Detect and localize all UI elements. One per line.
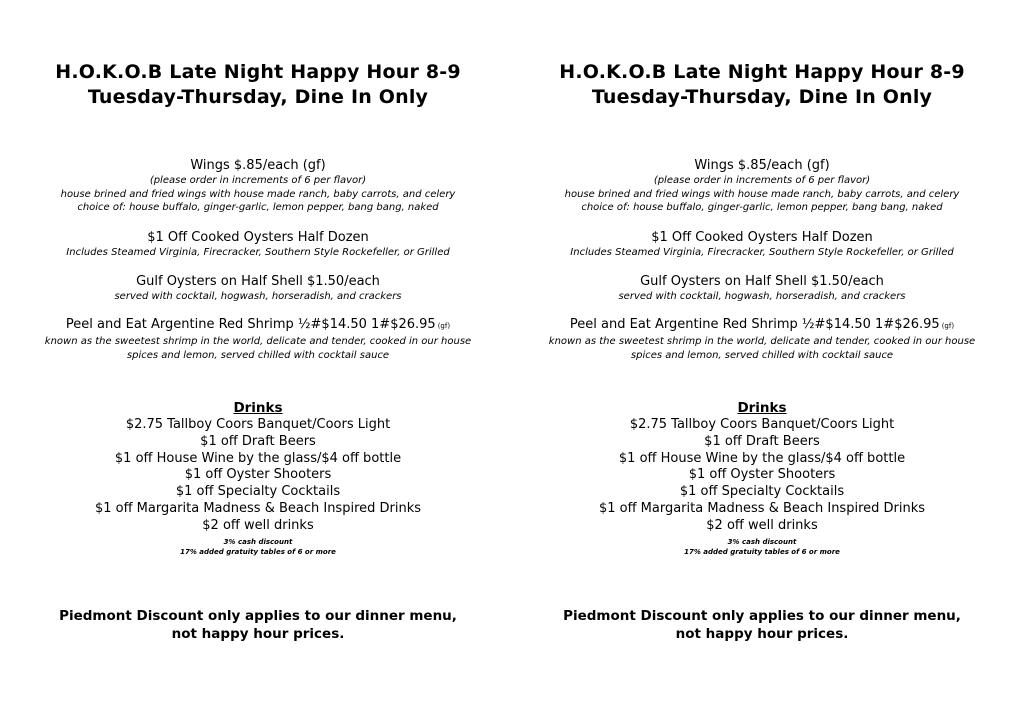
drink-special: $1 off House Wine by the glass/$4 off bottle [618,450,906,466]
discount-disclaimer [537,607,987,643]
drink-special: $2 off well drinks [202,517,314,533]
discount-disclaimer [33,607,483,643]
item-name: Wings $.85/each (gf) [694,158,830,173]
item-description-cont: spices and lemon, served chilled with cocktail sauce [126,349,390,361]
drinks-heading: Drinks [233,400,283,416]
menu-item-gulf-oysters [537,273,987,304]
item-name: Gulf Oysters on Half Shell $1.50/each [136,274,380,289]
menu-title-line-2: Tuesday-Thursday, Dine In Only [591,86,933,108]
drink-special: $1 off Specialty Cocktails [175,484,341,500]
item-name: Peel and Eat Argentine Red Shrimp ½#$14.50 1#$26.95 [65,317,436,332]
drinks-section [537,400,987,557]
gratuity-note: 17% added gratuity tables of 6 or more [684,547,840,556]
disclaimer-line-2: not happy hour prices. [171,626,345,642]
item-name: Peel and Eat Argentine Red Shrimp ½#$14.50 1#$26.95 [569,317,940,332]
gluten-free-tag: (gf) [437,322,451,330]
disclaimer-line-2: not happy hour prices. [675,626,849,642]
item-note: (please order in increments of 6 per flavor) [653,175,871,186]
menu-item-red-shrimp [537,316,987,362]
menu-item-cooked-oysters [537,229,987,260]
menu-item-red-shrimp [33,316,483,362]
drink-special: $1 off Oyster Shooters [184,467,332,483]
menu-item-wings [537,157,987,215]
drink-special: $1 off Specialty Cocktails [679,484,845,500]
item-name: Gulf Oysters on Half Shell $1.50/each [640,274,884,289]
menu-title-line-2: Tuesday-Thursday, Dine In Only [87,86,429,108]
drink-special: $1 off Oyster Shooters [688,467,836,483]
drink-special: $1 off House Wine by the glass/$4 off bottle [114,450,402,466]
drinks-section [33,400,483,557]
drinks-heading: Drinks [737,400,787,416]
menu-item-gulf-oysters [33,273,483,304]
item-note: (please order in increments of 6 per flavor) [149,175,367,186]
cash-discount-note: 3% cash discount [727,537,797,546]
drink-special: $1 off Margarita Madness & Beach Inspired Drinks [94,500,422,516]
item-description: served with cocktail, hogwash, horseradish, and crackers [618,291,906,302]
menu-title [33,60,483,110]
item-description: served with cocktail, hogwash, horseradish, and crackers [114,291,402,302]
item-description-cont: spices and lemon, served chilled with cocktail sauce [630,349,894,361]
item-name: $1 Off Cooked Oysters Half Dozen [147,230,369,245]
item-name: $1 Off Cooked Oysters Half Dozen [651,230,873,245]
menu-item-cooked-oysters [33,229,483,260]
drink-special: $2.75 Tallboy Coors Banquet/Coors Light [125,417,391,432]
drink-special: $1 off Draft Beers [704,433,820,449]
item-description: house brined and fried wings with house made ranch, baby carrots, and celery [564,188,960,200]
item-description: Includes Steamed Virginia, Firecracker, Southern Style Rockefeller, or Grilled [570,247,954,258]
item-description: known as the sweetest shrimp in the world, delicate and tender, cooked in our house [548,336,976,347]
menu-title [537,60,987,110]
gluten-free-tag: (gf) [941,322,955,330]
drink-special: $1 off Margarita Madness & Beach Inspired Drinks [598,500,926,516]
drink-special: $2.75 Tallboy Coors Banquet/Coors Light [629,417,895,432]
disclaimer-line-1: Piedmont Discount only applies to our dinner menu, [563,608,961,624]
cash-discount-note: 3% cash discount [223,537,293,546]
item-description: known as the sweetest shrimp in the world, delicate and tender, cooked in our house [44,336,472,347]
disclaimer-line-1: Piedmont Discount only applies to our dinner menu, [59,608,457,624]
drink-special: $1 off Draft Beers [200,433,316,449]
menu-title-line-1: H.O.K.O.B Late Night Happy Hour 8-9 [559,61,965,83]
item-name-row [33,316,483,335]
gratuity-note: 17% added gratuity tables of 6 or more [180,547,336,556]
item-description: Includes Steamed Virginia, Firecracker, Southern Style Rockefeller, or Grilled [66,247,450,258]
item-name: Wings $.85/each (gf) [190,158,326,173]
item-choices: choice of: house buffalo, ginger-garlic, lemon pepper, bang bang, naked [77,202,439,213]
drink-special: $2 off well drinks [706,517,818,533]
item-choices: choice of: house buffalo, ginger-garlic, lemon pepper, bang bang, naked [581,202,943,213]
item-name-row [537,316,987,335]
menu-item-wings [33,157,483,215]
item-description: house brined and fried wings with house made ranch, baby carrots, and celery [60,188,456,200]
menu-title-line-1: H.O.K.O.B Late Night Happy Hour 8-9 [55,61,461,83]
